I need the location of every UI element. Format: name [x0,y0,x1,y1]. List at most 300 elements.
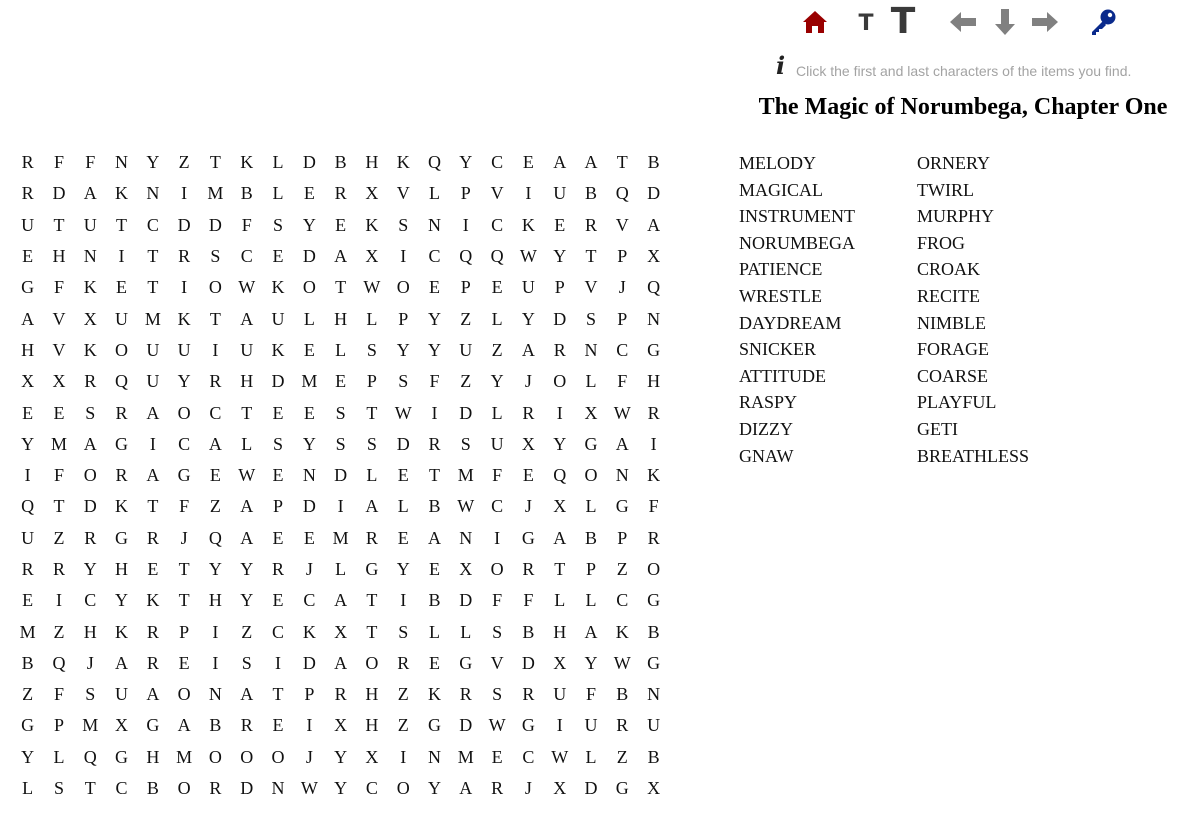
grid-cell[interactable]: V [490,652,504,673]
grid-cell[interactable]: R [209,778,222,799]
grid-cell[interactable]: D [459,715,473,736]
grid-cell[interactable]: C [146,214,159,235]
grid-cell[interactable]: T [272,684,284,705]
grid-cell[interactable]: S [366,433,377,454]
grid-cell[interactable]: F [53,152,64,173]
answer-key-button[interactable] [1085,2,1121,42]
grid-cell[interactable]: B [334,152,347,173]
grid-cell[interactable]: B [522,621,535,642]
grid-cell[interactable]: B [647,746,660,767]
grid-cell[interactable]: K [115,496,129,517]
grid-cell[interactable]: R [115,402,128,423]
grid-cell[interactable]: X [459,559,473,579]
grid-cell[interactable]: X [365,183,379,204]
grid-cell[interactable]: Y [584,652,598,673]
grid-cell[interactable]: U [177,339,191,360]
grid-cell[interactable]: L [397,496,409,517]
grid-cell[interactable]: H [647,371,661,392]
grid-cell[interactable]: C [178,433,191,454]
grid-cell[interactable]: T [53,214,65,235]
grid-cell[interactable]: D [459,402,473,423]
grid-cell[interactable]: X [553,652,567,673]
grid-cell[interactable]: V [52,308,66,329]
grid-cell[interactable]: H [553,621,567,642]
grid-cell[interactable]: A [146,402,160,423]
grid-cell[interactable]: V [615,214,629,235]
grid-cell[interactable]: G [177,465,191,486]
grid-cell[interactable]: K [271,277,285,298]
grid-cell[interactable]: Z [53,527,65,548]
grid-cell[interactable]: A [334,590,348,611]
grid-cell[interactable]: E [116,277,128,298]
grid-cell[interactable]: I [556,402,563,423]
grid-cell[interactable]: E [429,652,440,673]
grid-cell[interactable]: R [146,652,159,673]
grid-cell[interactable]: E [522,152,534,173]
grid-cell[interactable]: E [147,559,159,579]
grid-cell[interactable]: Y [490,371,504,392]
grid-cell[interactable]: W [551,746,569,767]
grid-cell[interactable]: R [21,152,34,173]
grid-cell[interactable]: R [616,715,629,736]
grid-cell[interactable]: X [584,402,598,423]
grid-cell[interactable]: C [240,246,253,267]
grid-cell[interactable]: A [584,152,598,173]
grid-cell[interactable]: C [522,746,535,767]
grid-cell[interactable]: K [115,621,129,642]
grid-cell[interactable]: Q [428,152,441,173]
grid-cell[interactable]: D [302,246,316,267]
grid-cell[interactable]: E [53,402,65,423]
grid-cell[interactable]: H [208,590,222,611]
grid-cell[interactable]: H [52,246,66,267]
grid-cell[interactable]: R [52,559,65,579]
grid-cell[interactable]: G [21,277,35,298]
grid-cell[interactable]: Y [146,152,160,173]
grid-cell[interactable]: C [115,778,128,799]
arrow-down-button[interactable] [987,2,1023,42]
grid-cell[interactable]: B [146,778,159,799]
grid-cell[interactable]: Q [553,465,567,486]
grid-cell[interactable]: B [428,590,441,611]
grid-cell[interactable]: U [584,715,598,736]
grid-cell[interactable]: L [429,621,440,642]
grid-cell[interactable]: K [615,621,629,642]
grid-cell[interactable]: F [429,371,440,392]
grid-cell[interactable]: I [149,433,156,454]
grid-cell[interactable]: K [83,277,97,298]
grid-cell[interactable]: G [115,433,129,454]
grid-cell[interactable]: D [647,183,661,204]
home-button[interactable] [797,2,833,42]
grid-cell[interactable]: S [398,371,409,392]
grid-cell[interactable]: T [335,277,347,298]
grid-cell[interactable]: E [335,371,347,392]
grid-cell[interactable]: W [457,496,475,517]
grid-cell[interactable]: D [302,496,316,517]
grid-cell[interactable]: Y [521,308,535,329]
grid-cell[interactable]: U [83,214,97,235]
grid-cell[interactable]: U [146,371,160,392]
grid-cell[interactable]: Y [396,559,410,579]
grid-cell[interactable]: U [490,433,504,454]
grid-cell[interactable]: U [553,684,567,705]
grid-cell[interactable]: L [335,339,347,360]
grid-cell[interactable]: N [459,527,473,548]
grid-cell[interactable]: G [615,778,629,799]
grid-cell[interactable]: L [585,590,597,611]
grid-cell[interactable]: F [492,465,503,486]
grid-cell[interactable]: D [177,214,191,235]
grid-cell[interactable]: L [366,308,378,329]
grid-cell[interactable]: C [272,621,285,642]
grid-cell[interactable]: D [521,652,535,673]
grid-cell[interactable]: Z [22,684,34,705]
grid-cell[interactable]: W [238,277,256,298]
grid-cell[interactable]: Y [177,371,191,392]
grid-cell[interactable]: Y [334,778,348,799]
grid-cell[interactable]: Y [428,778,441,799]
grid-cell[interactable]: E [554,214,566,235]
grid-cell[interactable]: K [83,339,97,360]
grid-cell[interactable]: D [553,308,567,329]
grid-cell[interactable]: K [302,621,316,642]
grid-cell[interactable]: O [647,559,661,579]
grid-cell[interactable]: G [647,590,661,611]
grid-cell[interactable]: Y [83,559,97,579]
grid-cell[interactable]: S [398,214,409,235]
grid-cell[interactable]: O [584,465,598,486]
grid-cell[interactable]: A [365,496,379,517]
grid-cell[interactable]: S [335,433,346,454]
grid-cell[interactable]: D [271,371,285,392]
grid-cell[interactable]: R [178,246,191,267]
grid-cell[interactable]: X [115,715,129,736]
grid-cell[interactable]: R [522,559,535,579]
grid-cell[interactable]: Y [553,433,567,454]
grid-cell[interactable]: I [181,183,188,204]
grid-cell[interactable]: S [460,433,471,454]
grid-cell[interactable]: P [617,246,628,267]
grid-cell[interactable]: B [647,621,660,642]
grid-cell[interactable]: M [144,308,161,329]
grid-cell[interactable]: C [616,590,629,611]
grid-cell[interactable]: O [115,339,129,360]
grid-cell[interactable]: H [365,715,379,736]
grid-cell[interactable]: R [84,371,97,392]
grid-cell[interactable]: V [584,277,598,298]
grid-cell[interactable]: O [490,559,504,579]
grid-cell[interactable]: R [522,684,535,705]
grid-cell[interactable]: D [334,465,348,486]
grid-cell[interactable]: E [303,527,315,548]
grid-cell[interactable]: X [83,308,97,329]
grid-cell[interactable]: X [334,715,348,736]
grid-cell[interactable]: H [240,371,254,392]
grid-cell[interactable]: A [177,715,191,736]
grid-cell[interactable]: L [585,746,597,767]
grid-cell[interactable]: I [212,652,219,673]
grid-cell[interactable]: E [491,746,503,767]
grid-cell[interactable]: R [365,527,378,548]
grid-cell[interactable]: I [400,590,407,611]
grid-cell[interactable]: Y [240,559,254,579]
grid-cell[interactable]: G [647,652,661,673]
grid-cell[interactable]: W [300,778,318,799]
grid-cell[interactable]: D [396,433,410,454]
grid-cell[interactable]: L [429,183,440,204]
grid-cell[interactable]: T [366,621,378,642]
grid-cell[interactable]: Q [459,246,473,267]
grid-cell[interactable]: Y [553,246,567,267]
grid-cell[interactable]: W [519,246,537,267]
grid-cell[interactable]: D [459,590,473,611]
grid-cell[interactable]: X [365,746,379,767]
grid-cell[interactable]: V [490,183,504,204]
grid-cell[interactable]: K [428,684,441,705]
grid-cell[interactable]: Y [334,746,348,767]
grid-cell[interactable]: Q [21,496,35,517]
grid-cell[interactable]: F [179,496,190,517]
grid-cell[interactable]: Q [83,746,97,767]
grid-cell[interactable]: T [209,308,221,329]
grid-cell[interactable]: Y [115,590,129,611]
grid-cell[interactable]: E [272,527,284,548]
grid-cell[interactable]: E [209,465,221,486]
grid-cell[interactable]: A [115,652,129,673]
grid-cell[interactable]: R [334,183,347,204]
grid-cell[interactable]: Z [178,152,190,173]
grid-cell[interactable]: R [647,402,660,423]
grid-cell[interactable]: S [273,214,284,235]
grid-cell[interactable]: X [21,371,35,392]
grid-cell[interactable]: I [337,496,344,517]
grid-cell[interactable]: X [553,778,567,799]
grid-cell[interactable]: M [207,183,224,204]
grid-cell[interactable]: K [521,214,535,235]
grid-cell[interactable]: S [585,308,596,329]
grid-cell[interactable]: R [272,559,285,579]
font-larger-button[interactable] [885,2,921,42]
grid-cell[interactable]: D [52,183,66,204]
grid-cell[interactable]: O [177,402,191,423]
grid-cell[interactable]: U [240,339,254,360]
grid-cell[interactable]: S [273,433,284,454]
grid-cell[interactable]: W [394,402,412,423]
grid-cell[interactable]: L [460,621,472,642]
grid-cell[interactable]: Q [208,527,222,548]
grid-cell[interactable]: D [302,652,316,673]
grid-cell[interactable]: A [647,214,661,235]
grid-cell[interactable]: I [212,621,219,642]
grid-cell[interactable]: A [240,496,254,517]
grid-cell[interactable]: W [613,652,631,673]
grid-cell[interactable]: X [52,371,66,392]
grid-cell[interactable]: U [21,214,35,235]
grid-cell[interactable]: P [179,621,190,642]
grid-cell[interactable]: B [240,183,253,204]
grid-cell[interactable]: A [83,183,97,204]
grid-cell[interactable]: L [241,433,253,454]
grid-cell[interactable]: F [492,590,503,611]
grid-cell[interactable]: F [585,684,596,705]
grid-cell[interactable]: B [21,652,34,673]
grid-cell[interactable]: Z [616,746,628,767]
grid-cell[interactable]: I [275,652,282,673]
grid-cell[interactable]: E [22,402,34,423]
grid-cell[interactable]: I [556,715,563,736]
grid-cell[interactable]: F [523,590,534,611]
grid-cell[interactable]: A [584,621,598,642]
grid-cell[interactable]: C [491,214,504,235]
grid-cell[interactable]: J [86,652,94,673]
grid-cell[interactable]: D [240,778,254,799]
grid-cell[interactable]: T [116,214,128,235]
grid-cell[interactable]: A [459,778,473,799]
grid-cell[interactable]: U [459,339,473,360]
grid-cell[interactable]: M [19,621,36,642]
grid-cell[interactable]: J [305,559,313,579]
grid-cell[interactable]: S [492,621,503,642]
grid-cell[interactable]: A [240,527,254,548]
grid-cell[interactable]: N [428,214,441,235]
grid-cell[interactable]: H [83,621,97,642]
grid-cell[interactable]: W [613,402,631,423]
grid-cell[interactable]: R [553,339,566,360]
grid-cell[interactable]: Y [428,339,441,360]
grid-cell[interactable]: S [53,778,64,799]
grid-cell[interactable]: T [147,277,159,298]
grid-cell[interactable]: P [554,277,565,298]
grid-cell[interactable]: I [24,465,31,486]
grid-cell[interactable]: N [146,183,160,204]
grid-cell[interactable]: A [428,527,441,548]
grid-cell[interactable]: L [585,371,597,392]
grid-cell[interactable]: I [306,715,313,736]
grid-cell[interactable]: K [240,152,254,173]
grid-cell[interactable]: M [301,371,318,392]
grid-cell[interactable]: G [647,339,661,360]
grid-cell[interactable]: C [303,590,316,611]
grid-cell[interactable]: R [146,621,159,642]
grid-cell[interactable]: K [396,152,410,173]
grid-cell[interactable]: L [491,402,503,423]
grid-cell[interactable]: S [85,684,96,705]
grid-cell[interactable]: S [335,402,346,423]
grid-cell[interactable]: T [53,496,65,517]
grid-cell[interactable]: U [115,308,129,329]
grid-cell[interactable]: W [363,277,381,298]
grid-cell[interactable]: C [209,402,222,423]
grid-cell[interactable]: E [272,590,284,611]
grid-cell[interactable]: K [365,214,379,235]
grid-cell[interactable]: J [618,277,626,298]
grid-cell[interactable]: O [396,277,410,298]
grid-cell[interactable]: O [302,277,316,298]
grid-cell[interactable]: L [585,496,597,517]
font-smaller-button[interactable] [855,2,877,42]
grid-cell[interactable]: T [241,402,253,423]
grid-cell[interactable]: N [647,308,661,329]
grid-cell[interactable]: E [303,402,315,423]
grid-cell[interactable]: O [240,746,254,767]
grid-cell[interactable]: E [272,715,284,736]
grid-cell[interactable]: O [177,778,191,799]
grid-cell[interactable]: N [647,684,661,705]
grid-cell[interactable]: P [460,183,471,204]
grid-cell[interactable]: R [240,715,253,736]
grid-cell[interactable]: Y [428,308,441,329]
grid-cell[interactable]: F [617,371,628,392]
grid-cell[interactable]: M [82,715,99,736]
grid-cell[interactable]: P [304,684,315,705]
grid-cell[interactable]: K [115,183,129,204]
grid-cell[interactable]: A [615,433,629,454]
grid-cell[interactable]: O [271,746,285,767]
grid-cell[interactable]: A [240,308,254,329]
grid-cell[interactable]: L [554,590,566,611]
arrow-right-button[interactable] [1027,2,1063,42]
grid-cell[interactable]: I [55,590,62,611]
grid-cell[interactable]: Q [490,246,504,267]
grid-cell[interactable]: K [271,339,285,360]
grid-cell[interactable]: N [115,152,129,173]
grid-cell[interactable]: D [584,778,598,799]
grid-cell[interactable]: K [146,590,160,611]
grid-cell[interactable]: L [53,746,65,767]
grid-cell[interactable]: P [617,527,628,548]
grid-cell[interactable]: R [491,778,504,799]
grid-cell[interactable]: L [272,183,284,204]
grid-cell[interactable]: H [146,746,160,767]
grid-cell[interactable]: G [459,652,473,673]
grid-cell[interactable]: R [21,559,34,579]
grid-cell[interactable]: J [180,527,188,548]
grid-cell[interactable]: Q [647,277,661,298]
grid-cell[interactable]: H [365,684,379,705]
grid-cell[interactable]: U [647,715,661,736]
grid-cell[interactable]: D [83,496,97,517]
grid-cell[interactable]: B [584,527,597,548]
grid-cell[interactable]: E [272,246,284,267]
grid-cell[interactable]: R [209,371,222,392]
grid-cell[interactable]: G [146,715,160,736]
grid-cell[interactable]: Z [460,308,472,329]
grid-cell[interactable]: I [525,183,532,204]
grid-cell[interactable]: A [334,246,348,267]
grid-cell[interactable]: I [494,527,501,548]
grid-cell[interactable]: T [209,152,221,173]
grid-cell[interactable]: P [53,715,64,736]
grid-cell[interactable]: F [53,684,64,705]
grid-cell[interactable]: O [208,746,222,767]
grid-cell[interactable]: E [22,590,34,611]
grid-cell[interactable]: E [522,465,534,486]
grid-cell[interactable]: M [457,465,474,486]
grid-cell[interactable]: J [524,496,532,517]
grid-cell[interactable]: Z [397,684,409,705]
grid-cell[interactable]: E [303,183,315,204]
grid-cell[interactable]: U [146,339,160,360]
grid-cell[interactable]: F [648,496,659,517]
grid-cell[interactable]: T [147,496,159,517]
grid-cell[interactable]: T [84,778,96,799]
grid-cell[interactable]: T [147,246,159,267]
grid-cell[interactable]: I [431,402,438,423]
grid-cell[interactable]: Y [396,339,410,360]
grid-cell[interactable]: N [428,746,441,767]
grid-cell[interactable]: Y [459,152,473,173]
